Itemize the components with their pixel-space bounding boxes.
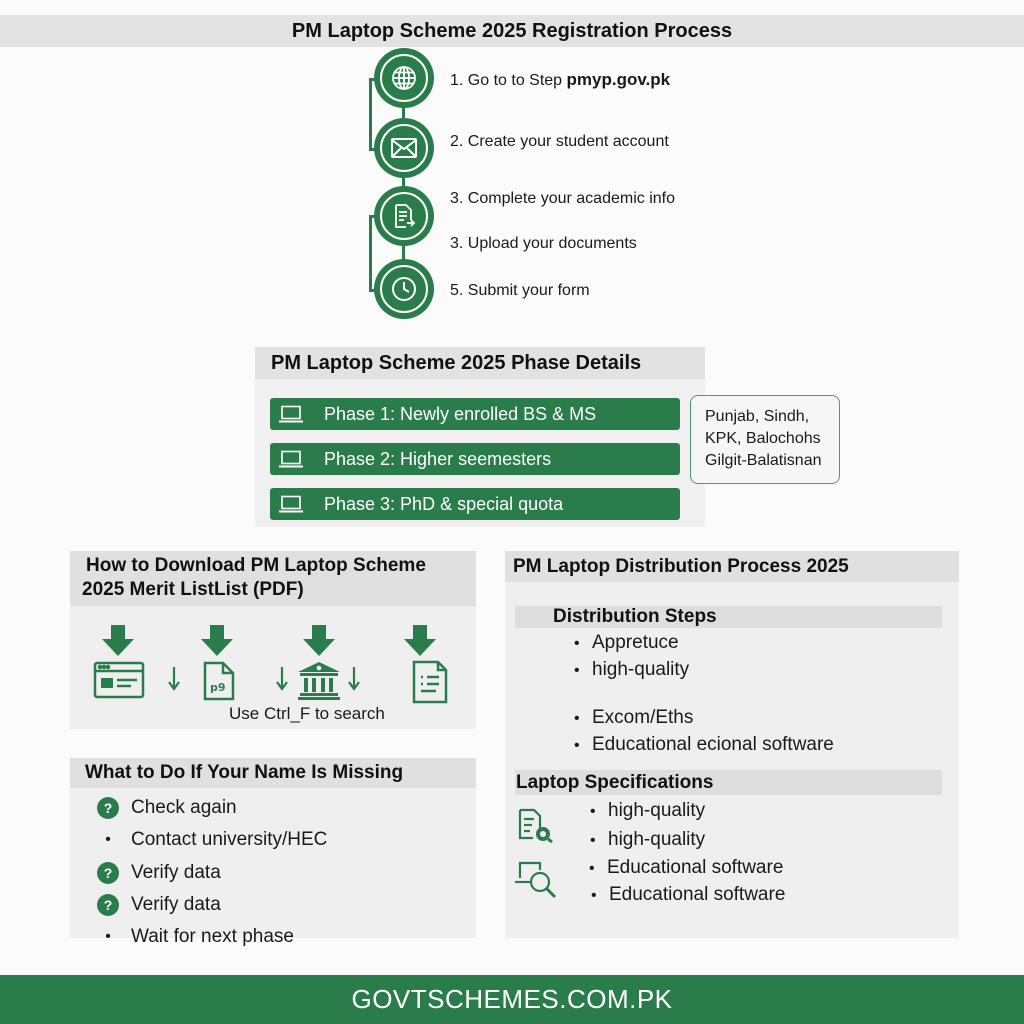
step-4-text: 3. Upload your documents — [450, 235, 637, 252]
missing-item-text: Contact university/HEC — [131, 829, 328, 850]
distribution-heading: PM Laptop Distribution Process 2025 — [505, 551, 959, 582]
clock-icon — [390, 275, 418, 303]
download-arrow-icon — [402, 625, 438, 657]
download-arrow-icon — [100, 625, 136, 657]
phase-2-bar — [270, 443, 680, 475]
search-hint: Use Ctrl_F to search — [229, 704, 385, 723]
missing-item-text: Verify data — [131, 894, 221, 915]
step-3-text: 3. Complete your academic info — [450, 190, 675, 207]
document-review-icon — [517, 808, 555, 844]
step-1-badge — [374, 48, 434, 108]
phase-3-label: Phase 3: PhD & special quota — [324, 493, 564, 514]
laptop-icon — [278, 405, 304, 423]
regions-box — [690, 395, 840, 484]
step-2-badge — [374, 118, 434, 178]
distribution-steps-heading: Distribution Steps — [515, 606, 942, 628]
bullet-icon: • — [105, 928, 111, 945]
missing-item-text: Verify data — [131, 862, 221, 883]
download-arrow-icon — [199, 625, 235, 657]
document-transfer-icon — [390, 202, 418, 230]
download-heading-line1: How to Download PM Laptop Scheme — [86, 555, 426, 576]
distribution-step: • high-quality — [574, 659, 689, 681]
missing-item-text: Wait for next phase — [131, 926, 294, 947]
missing-item — [97, 797, 237, 819]
laptop-icon — [278, 450, 304, 468]
missing-item-text: Check again — [131, 797, 237, 818]
step-3-badge — [374, 186, 434, 246]
pdf-file-icon — [203, 661, 235, 701]
small-arrow-down-icon — [348, 667, 360, 691]
region-line: Gilgit-Balatisnan — [705, 452, 822, 469]
distribution-step: • Excom/Eths — [574, 707, 693, 729]
laptop-search-icon — [514, 860, 558, 900]
distribution-step: • Appretuce — [574, 632, 679, 654]
spec-item: • Educational software — [589, 857, 783, 879]
distribution-step: • Educational ecional software — [574, 734, 834, 756]
phase-1-label: Phase 1: Newly enrolled BS & MS — [324, 403, 597, 424]
bullet-icon: • — [105, 831, 111, 848]
download-arrow-icon — [301, 625, 337, 657]
browser-window-icon — [93, 661, 145, 699]
missing-item — [97, 862, 221, 884]
spec-item: • high-quality — [590, 829, 705, 851]
footer-site-link[interactable]: GOVTSCHEMES.COM.PK — [0, 975, 1024, 1024]
connector-left-1 — [369, 78, 372, 150]
page-title: PM Laptop Scheme 2025 Registration Process — [0, 15, 1024, 47]
phase-1-bar — [270, 398, 680, 430]
laptop-specs-heading: Laptop Specifications — [515, 770, 942, 795]
envelope-icon — [390, 137, 418, 159]
missing-item — [97, 926, 294, 948]
small-arrow-down-icon — [168, 667, 180, 691]
spec-item: • Educational software — [591, 884, 785, 906]
svg-text:p9: p9 — [210, 681, 226, 694]
small-arrow-down-icon — [276, 667, 288, 691]
question-mark-icon: ? — [97, 894, 119, 916]
spec-item: • high-quality — [590, 800, 705, 822]
phase-2-label: Phase 2: Higher seemesters — [324, 448, 552, 469]
download-heading — [70, 551, 476, 606]
step-1-link[interactable]: pmyp.gov.pk — [566, 70, 671, 89]
step-1-text — [450, 70, 670, 90]
step-5-badge — [374, 259, 434, 319]
step-5-text: 5. Submit your form — [450, 282, 590, 299]
region-line: Punjab, Sindh, — [705, 408, 810, 425]
missing-item — [97, 829, 327, 851]
download-heading-line2: 2025 Merit ListList (PDF) — [82, 579, 304, 600]
question-mark-icon: ? — [97, 862, 119, 884]
step-1-label: 1. Go to to Step — [450, 72, 567, 89]
laptop-icon — [278, 495, 304, 513]
phase-details-heading: PM Laptop Scheme 2025 Phase Details — [255, 347, 705, 379]
region-line: KPK, Balochohs — [705, 430, 821, 447]
missing-name-heading: What to Do If Your Name Is Missing — [70, 758, 476, 788]
missing-item — [97, 894, 221, 916]
connector-left-2 — [369, 215, 372, 291]
institution-building-icon — [297, 662, 341, 700]
globe-icon — [390, 64, 418, 92]
list-document-icon — [412, 660, 448, 704]
phase-3-bar — [270, 488, 680, 520]
step-2-text: 2. Create your student account — [450, 133, 669, 150]
question-mark-icon: ? — [97, 797, 119, 819]
